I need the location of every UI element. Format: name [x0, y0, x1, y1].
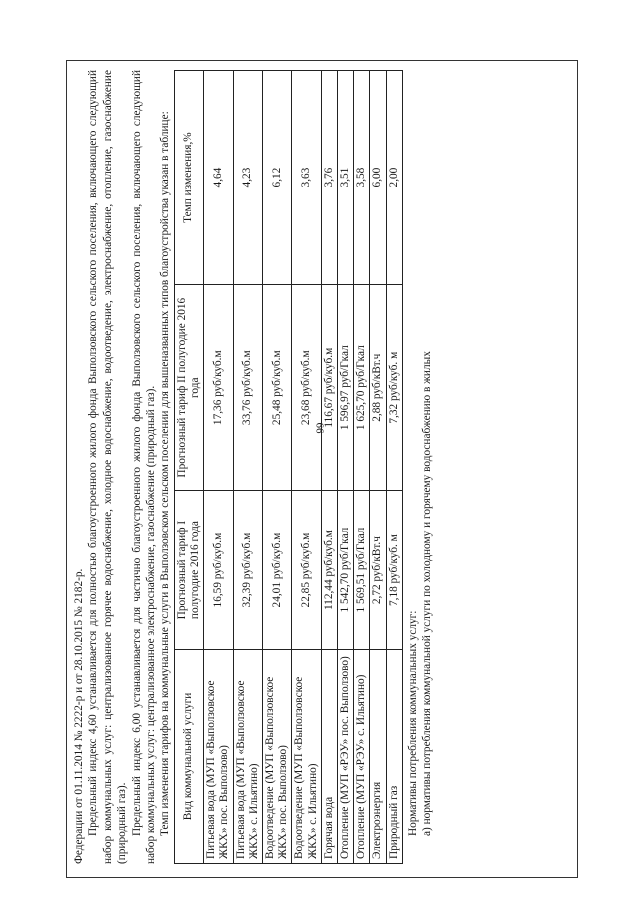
header-tariff-h2: Прогнозный тариф II полугодие 2016 года: [174, 285, 203, 491]
paragraph-index-460: Предельный индекс 4,60 устанавливается для полностью благоустроенного жилого фонда Выползовского сельского поселения, включающего следующий набор коммунальных услуг: централизованное горячее водоснабжение, холодное водоснабжение, водоотведение, электроснабжение, отопление, газоснабжение (природный газ).: [87, 70, 129, 864]
paragraph-index-600: Предельный индекс 6,00 устанавливается для частично благоустроенного жилого фонда Выползовского сельского поселения, включающего следующий набор коммунальных услуг: централизованное электроснабжение, газоснабжение (природный газ).: [130, 70, 158, 864]
table-row: [386, 71, 402, 864]
cell-tariff-h2: 23,68 руб/куб.м: [292, 285, 321, 491]
cell-service: Отопление (МУП «РЭУ» с. Ильятино): [354, 649, 370, 863]
cell-change-rate: 2,00: [386, 71, 402, 285]
page-number: 66: [313, 422, 326, 434]
cell-change-rate: 3,63: [292, 71, 321, 285]
cell-service: Природный газ: [386, 649, 402, 863]
cell-change-rate: 3,51: [338, 71, 354, 285]
cell-tariff-h2: 25,48 руб/куб.м: [263, 285, 292, 491]
cell-tariff-h2: 33,76 руб/куб.м: [233, 285, 262, 491]
cell-tariff-h1: 1 569,51 руб/Гкал: [354, 491, 370, 650]
cell-change-rate: 4,23: [233, 71, 262, 285]
header-change-rate: Темп изменения,%: [174, 71, 203, 285]
table-row: [338, 71, 354, 864]
cell-change-rate: 3,76: [321, 71, 337, 285]
cell-change-rate: 3,58: [354, 71, 370, 285]
cell-service: Отопление (МУП «РЭУ» пос. Выползово): [338, 649, 354, 863]
cell-change-rate: 6,00: [370, 71, 386, 285]
table-header-row: [174, 71, 203, 864]
paragraph-table-intro: Темп изменения тарифов на коммунальные услуги в Выползовском сельском поселении для вышеназванных типов благоустройства указан в таблице:: [159, 111, 172, 836]
table-row: [233, 71, 262, 864]
table-row: [292, 71, 321, 864]
cell-tariff-h2: 1 625,70 руб/Гкал: [354, 285, 370, 491]
paragraph-norms-water: а) нормативы потребления коммунальной услуги по холодному и горячему водоснабжению в жилых: [421, 351, 434, 836]
cell-tariff-h2: 17,36 руб/куб.м: [204, 285, 233, 491]
table-row: [321, 71, 337, 864]
cell-tariff-h1: 7,18 руб/куб. м: [386, 491, 402, 650]
table-row: [263, 71, 292, 864]
header-service: Вид коммунальной услуги: [174, 649, 203, 863]
table-row: [354, 71, 370, 864]
cell-tariff-h2: 1 596,97 руб/Гкал: [338, 285, 354, 491]
cell-tariff-h2: 7,32 руб/куб. м: [386, 285, 402, 491]
tariff-table: [174, 70, 403, 864]
cell-service: Горячая вода: [321, 649, 337, 863]
cell-service: Водоотведение (МУП «Выползовское ЖКХ» пос. Выползово): [263, 649, 292, 863]
cell-service: Электроэнергия: [370, 649, 386, 863]
rotated-document-content: [66, 60, 578, 878]
cell-tariff-h1: 22,85 руб/куб.м: [292, 491, 321, 650]
cell-tariff-h1: 24,01 руб/куб.м: [263, 491, 292, 650]
cell-tariff-h1: 16,59 руб/куб.м: [204, 491, 233, 650]
table-row: [370, 71, 386, 864]
cell-change-rate: 6,12: [263, 71, 292, 285]
cell-tariff-h2: 116,67 руб/куб.м: [321, 285, 337, 491]
paragraph-intro: Федерации от 01.11.2014 № 2222-р и от 28.10.2015 № 2182-р.: [73, 568, 85, 864]
cell-change-rate: 4,64: [204, 71, 233, 285]
cell-service: Питьевая вода (МУП «Выползовское ЖКХ» пос. Выползово): [204, 649, 233, 863]
header-tariff-h1: Прогнозный тариф I полугодие 2016 года: [174, 491, 203, 650]
cell-tariff-h1: 112,44 руб/куб.м: [321, 491, 337, 650]
paragraph-norms-heading: Нормативы потребления коммунальных услуг:: [406, 610, 419, 836]
cell-tariff-h2: 2,88 руб/кВт.ч: [370, 285, 386, 491]
cell-service: Питьевая вода (МУП «Выползовское ЖКХ» с. Ильятино): [233, 649, 262, 863]
cell-tariff-h1: 2,72 руб/кВт.ч: [370, 491, 386, 650]
cell-service: Водоотведение (МУП «Выползовское ЖКХ» с. Ильятино): [292, 649, 321, 863]
cell-tariff-h1: 1 542,70 руб/Гкал: [338, 491, 354, 650]
cell-tariff-h1: 32,39 руб/куб.м: [233, 491, 262, 650]
table-row: [204, 71, 233, 864]
